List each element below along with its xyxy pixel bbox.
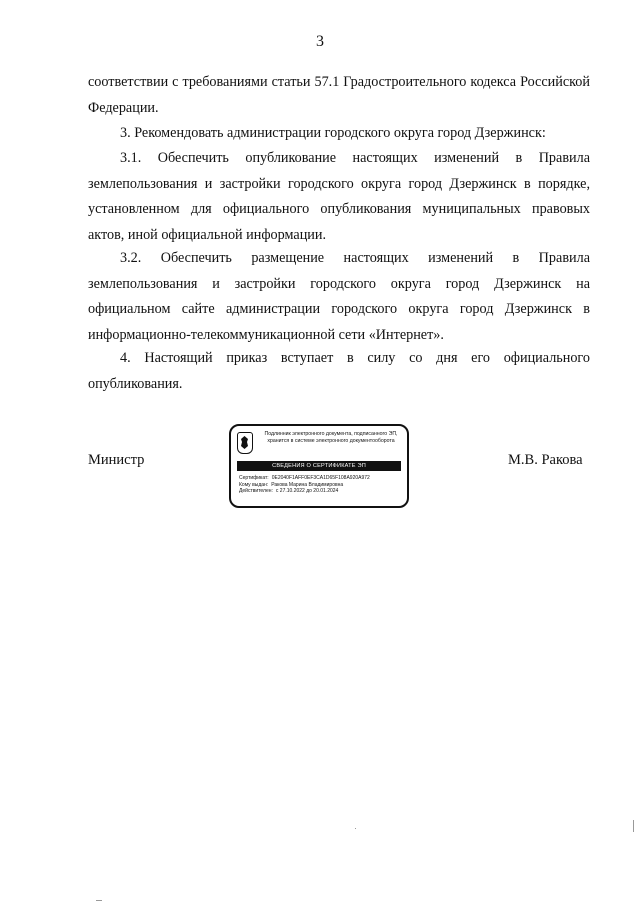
signer-name: М.В. Ракова — [508, 452, 583, 468]
stamp-certificate-value: 0E2040F1AFF0EF3CA1D65F108A920A972 — [271, 475, 370, 481]
paragraph-item-3-1: 3.1. Обеспечить опубликование настоящих изменений в Правила землепользования и застройки городского округа город Дзержинск в порядке, установленном для официального опубликования муниципальных правовых актов, иной официальной информации. — [88, 150, 590, 243]
stamp-title-bar: СВЕДЕНИЯ О СЕРТИФИКАТЕ ЭП — [237, 461, 401, 471]
stamp-details — [239, 475, 405, 495]
stamp-valid-row — [239, 488, 405, 495]
page-number: 3 — [316, 33, 324, 50]
stamp-certificate-row — [239, 475, 405, 482]
stamp-valid-value: с 27.10.2022 до 20.01.2024 — [275, 488, 339, 495]
paragraph-item-3-2: 3.2. Обеспечить размещение настоящих изменений в Правила землепользования и застройки городского округа город Дзержинск на официальном сайте администрации городского округа город Дзержинск в информационно-телекоммуникационной сети «Интернет». — [88, 250, 590, 343]
stamp-valid-label: Действителен: — [239, 488, 273, 495]
stamp-certificate-label: Сертификат: — [239, 475, 269, 481]
coat-of-arms-icon — [237, 432, 253, 454]
paragraph-item-4: 4. Настоящий приказ вступает в силу со дня его официального опубликования. — [88, 350, 590, 392]
signer-title: Министр — [88, 452, 145, 468]
electronic-signature-stamp — [229, 424, 409, 508]
paragraph-continuation: соответствии с требованиями статьи 57.1 Градостроительного кодекса Российской Федерации. — [88, 74, 590, 116]
stamp-header: Подлинник электронного документа, подписанного ЭП, хранится в системе электронного документооборота — [264, 431, 398, 444]
stamp-issued-label: Кому выдан: — [239, 481, 269, 488]
paragraph-item-3: 3. Рекомендовать администрации городского округа город Дзержинск: — [120, 125, 546, 141]
stamp-issued-value: Ракова Марина Владимировна — [271, 481, 344, 488]
